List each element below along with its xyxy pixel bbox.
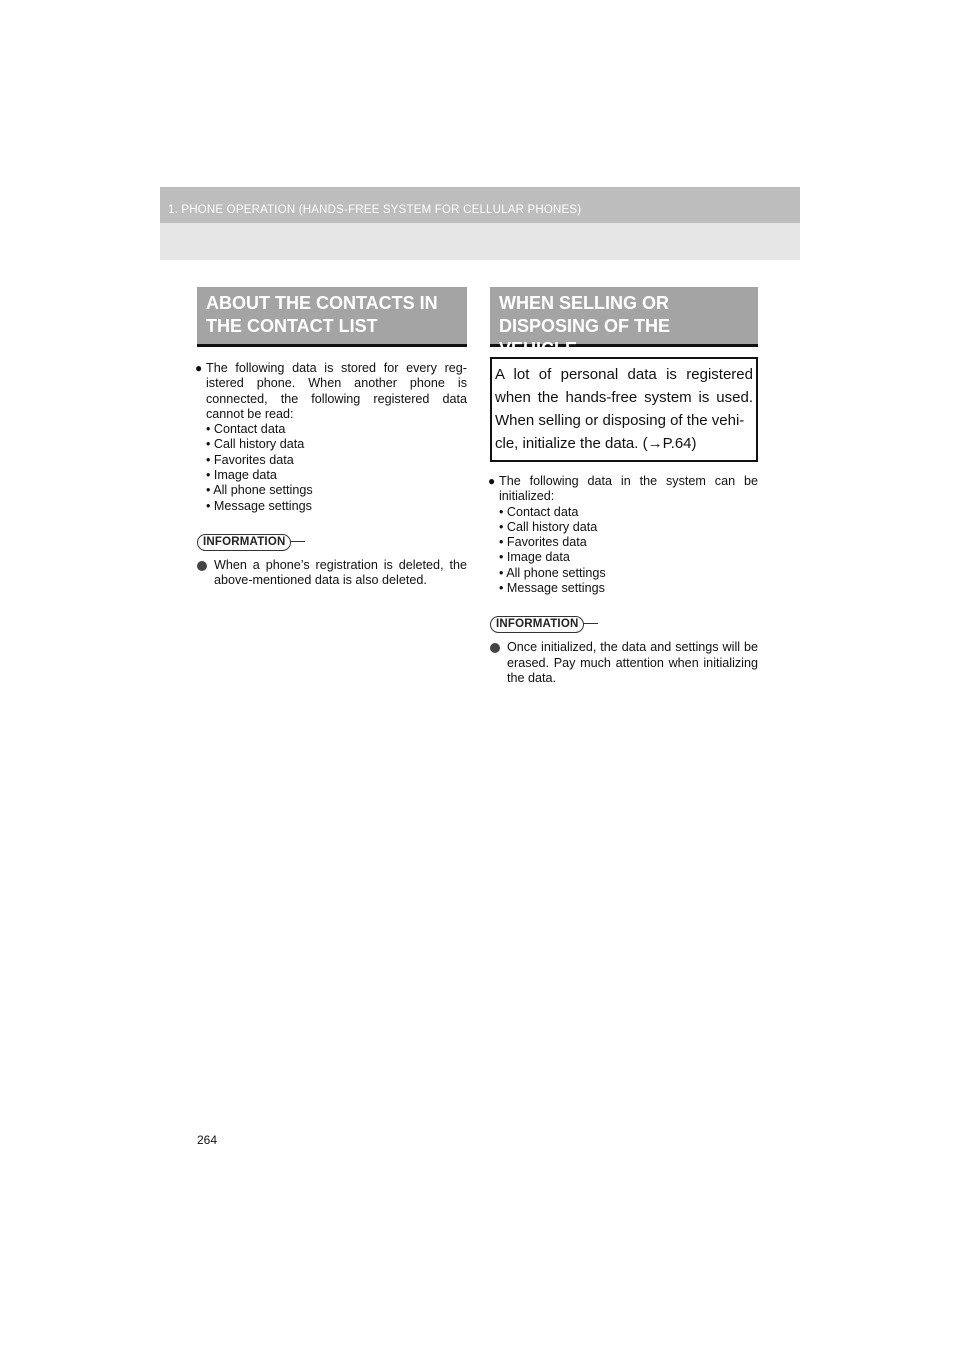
list-item: • Call history data: [499, 519, 598, 534]
left-column: [197, 287, 467, 589]
list-item: • Message settings: [499, 581, 605, 596]
list-item: • All phone settings: [206, 483, 313, 498]
bullet-text: The following data is stored for every reg-istered phone. When another phone is connected, the following registered data cannot be read:: [206, 361, 467, 421]
section-title-selling: WHEN SELLING OR DISPOSING OF THE VEHICLE: [490, 287, 758, 347]
bullet-text: The following data in the system can be initialized:: [499, 474, 758, 504]
page-number: 264: [197, 1133, 218, 1147]
information-badge: INFORMATION: [490, 616, 584, 633]
contacts-bullet: [197, 361, 467, 514]
information-item: [197, 558, 467, 589]
information-text: Once initialized, the data and settings will be erased. Pay much attention when initializing the data.: [507, 640, 758, 685]
page-header: [160, 187, 800, 260]
header-bar: [160, 187, 800, 223]
list-item: • Favorites data: [206, 452, 294, 467]
stored-data-list: [206, 422, 467, 514]
info-bullet-icon: [197, 561, 207, 571]
list-item: • Contact data: [206, 422, 286, 437]
list-item: • Image data: [206, 468, 277, 483]
list-item: • Call history data: [206, 437, 305, 452]
section-title-contacts: ABOUT THE CONTACTS IN THE CONTACT LIST: [197, 287, 467, 347]
list-item: • Image data: [499, 550, 570, 565]
bullet-icon: ●: [488, 474, 496, 488]
notice-text: A lot of personal data is registered when the hands-free system is used. When selling or disposing of the vehi-: [495, 366, 753, 429]
list-item: • Message settings: [206, 498, 312, 513]
notice-box: [490, 357, 758, 462]
chapter-title: 1. PHONE OPERATION (HANDS-FREE SYSTEM FOR CELLULAR PHONES): [168, 204, 582, 216]
list-item: • Contact data: [499, 504, 579, 519]
initialize-bullet: [490, 474, 758, 596]
information-item: [490, 640, 758, 686]
information-badge: INFORMATION: [197, 534, 291, 551]
information-header: [197, 532, 305, 551]
list-item: • Favorites data: [499, 535, 587, 550]
information-text: When a phone’s registration is deleted, the above-mentioned data is also deleted.: [214, 557, 467, 588]
right-column: [490, 287, 758, 686]
information-header: [490, 614, 598, 633]
notice-text-last: cle, initialize the data. (→P.64): [495, 435, 697, 452]
list-item: • All phone settings: [499, 565, 606, 580]
initialized-data-list: [499, 505, 758, 597]
bullet-icon: ●: [195, 361, 203, 375]
info-bullet-icon: [490, 643, 500, 653]
